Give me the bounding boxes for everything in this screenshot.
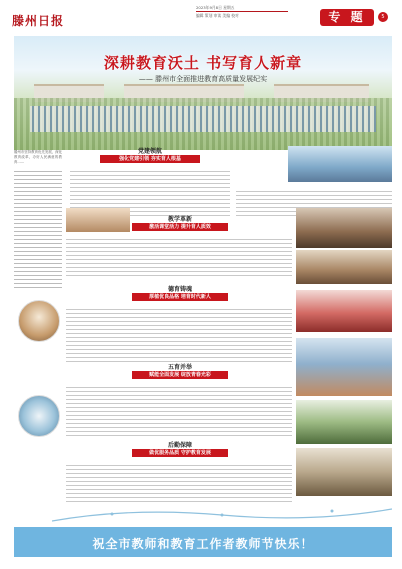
section-title-3: 德育铸魂 [167,286,192,293]
intro-text-lines [14,168,62,288]
photo-students [296,208,392,248]
section-text-5 [66,462,292,504]
section-title-1: 党建领航 [137,148,162,155]
page-subhead: —— 滕州市全面推进教育高质量发展纪实 [138,75,268,83]
section-bar-5: 做优服务品质 守护教育发展 [132,449,228,457]
section-bar-1: 强化党建引领 夯实育人根基 [100,155,200,163]
section-bar-4: 赋能全面发展 绽放青春光彩 [132,371,228,379]
section-bar-3: 厚植优良品格 培育时代新人 [132,293,228,301]
issue-date: 2023年9月8日 星期五 [196,5,235,10]
section-text-3 [66,306,292,364]
section-text-2 [66,236,292,278]
footer-banner [14,527,392,557]
header-rule [196,11,288,12]
timeline-dot [221,514,224,517]
footer-greeting: 祝全市教师和教育工作者教师节快乐！ [92,537,314,551]
section-title-5: 后勤保障 [167,442,192,449]
photo-lecture [296,250,392,284]
photo-sports [296,338,392,396]
page-number: 5 [378,12,388,22]
timeline-dot [331,510,334,513]
section-tag: 专 题 [320,9,374,26]
intro-column [14,150,62,292]
circle-photo-event [18,395,60,437]
section-title-4: 五育并举 [167,364,192,371]
photo-canteen [296,448,392,496]
photo-stage [296,290,392,332]
page-headline: 深耕教育沃土 书写育人新章 [103,54,303,72]
section-text-4 [66,384,292,438]
intro-text: 滕州市坚持教育优先发展，深化教育改革，办好人民满意的教育…… [14,150,62,164]
issue-staff [196,13,239,19]
issue-staff-line: 编辑 策划 审读 美编 校对 [196,13,239,18]
timeline-dot [111,513,114,516]
student-formation [30,106,376,132]
photo-classroom [288,146,392,182]
section-title-2: 教学革新 [167,216,192,223]
circle-photo-portrait [18,300,60,342]
newspaper-logo: 滕州日报 [12,14,65,28]
timeline-decoration [52,503,392,525]
section-bar-2: 激活课堂活力 提升育人质效 [132,223,228,231]
photo-teacher [66,208,130,232]
hero-banner [14,36,392,150]
photo-campus [296,400,392,444]
